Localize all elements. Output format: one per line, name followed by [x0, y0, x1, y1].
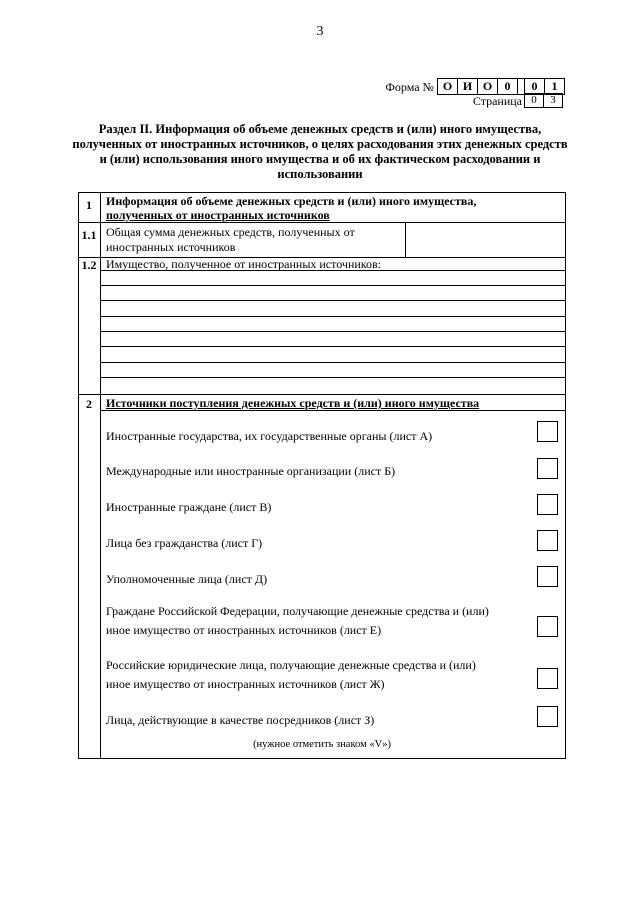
form-number-label: Форма №	[385, 80, 434, 94]
row-1-1-label-line1: Общая сумма денежных средств, полученных от	[106, 225, 355, 239]
source-label: Иностранные государства, их государственные органы (лист А)	[106, 429, 433, 443]
source-label: Уполномоченные лица (лист Д)	[106, 572, 268, 586]
source-checkbox[interactable]	[537, 458, 558, 479]
source-checkbox[interactable]	[537, 668, 558, 689]
source-checkbox[interactable]	[537, 616, 558, 637]
entry-line	[100, 346, 566, 347]
block-2-title: Источники поступления денежных средств и (или) иного имущества	[106, 396, 480, 410]
source-checkbox[interactable]	[537, 566, 558, 587]
source-label: Лица, действующие в качестве посредников (лист З)	[106, 713, 375, 727]
form-number-cell: 0	[525, 79, 545, 94]
page-number-cell: 3	[550, 94, 556, 106]
row-divider	[100, 410, 566, 411]
source-label-line1: Граждане Российской Федерации, получающие денежные средства и (или)	[106, 604, 489, 618]
form-number-spacer	[518, 79, 525, 94]
row-1-1-label-line2: иностранных источников	[106, 240, 236, 254]
page-number-cells	[524, 93, 563, 108]
block-2-number: 2	[86, 397, 92, 411]
form-number-cell: И	[458, 79, 478, 94]
source-checkbox[interactable]	[537, 494, 558, 515]
entry-line	[100, 377, 566, 378]
form-number-cell: 1	[551, 79, 558, 93]
source-checkbox[interactable]	[537, 421, 558, 442]
block-1-title-line2: полученных от иностранных источников	[106, 208, 330, 222]
block-1-title-line1: Информация об объеме денежных средств и (или) иного имущества,	[106, 194, 477, 208]
row-divider	[78, 222, 566, 223]
block-1-number: 1	[86, 198, 92, 212]
form-number-cell: 0	[498, 79, 518, 94]
source-label-line1: Российские юридические лица, получающие денежные средства и (или)	[106, 658, 476, 672]
row-1-1-number: 1.1	[81, 228, 97, 242]
entry-line	[100, 362, 566, 363]
source-label-line2: иное имущество от иностранных источников (лист Е)	[106, 623, 382, 637]
entry-line	[100, 331, 566, 332]
source-label: Лица без гражданства (лист Г)	[106, 536, 263, 550]
page-label: Страница	[472, 94, 522, 108]
source-label: Иностранные граждане (лист В)	[106, 500, 272, 514]
form-number-cell: О	[478, 79, 498, 94]
row-1-2-label: Имущество, полученное от иностранных источников:	[106, 257, 382, 271]
row-1-2-number: 1.2	[81, 258, 97, 272]
form-number-cell: О	[438, 79, 458, 94]
mark-hint: (нужное отметить знаком «V»)	[253, 739, 391, 750]
entry-line	[100, 300, 566, 301]
column-divider	[100, 410, 101, 759]
source-checkbox[interactable]	[537, 706, 558, 727]
section-title: Раздел II. Информация об объеме денежных средств и (или) иного имущества, полученных от иностранных источников, о целях расходования этих денежных средств и (или) использования иного имущества и об их фактическом расходовании и использовании	[72, 122, 568, 181]
page-number: 3	[316, 24, 324, 39]
entry-line	[100, 316, 566, 317]
source-label-line2: иное имущество от иностранных источников (лист Ж)	[106, 677, 385, 691]
row-divider	[78, 394, 566, 395]
value-column-divider	[405, 222, 406, 257]
source-label: Международные или иностранные организации (лист Б)	[106, 464, 396, 478]
entry-line	[100, 285, 566, 286]
source-checkbox[interactable]	[537, 530, 558, 551]
page-number-cell: 0	[525, 94, 544, 107]
